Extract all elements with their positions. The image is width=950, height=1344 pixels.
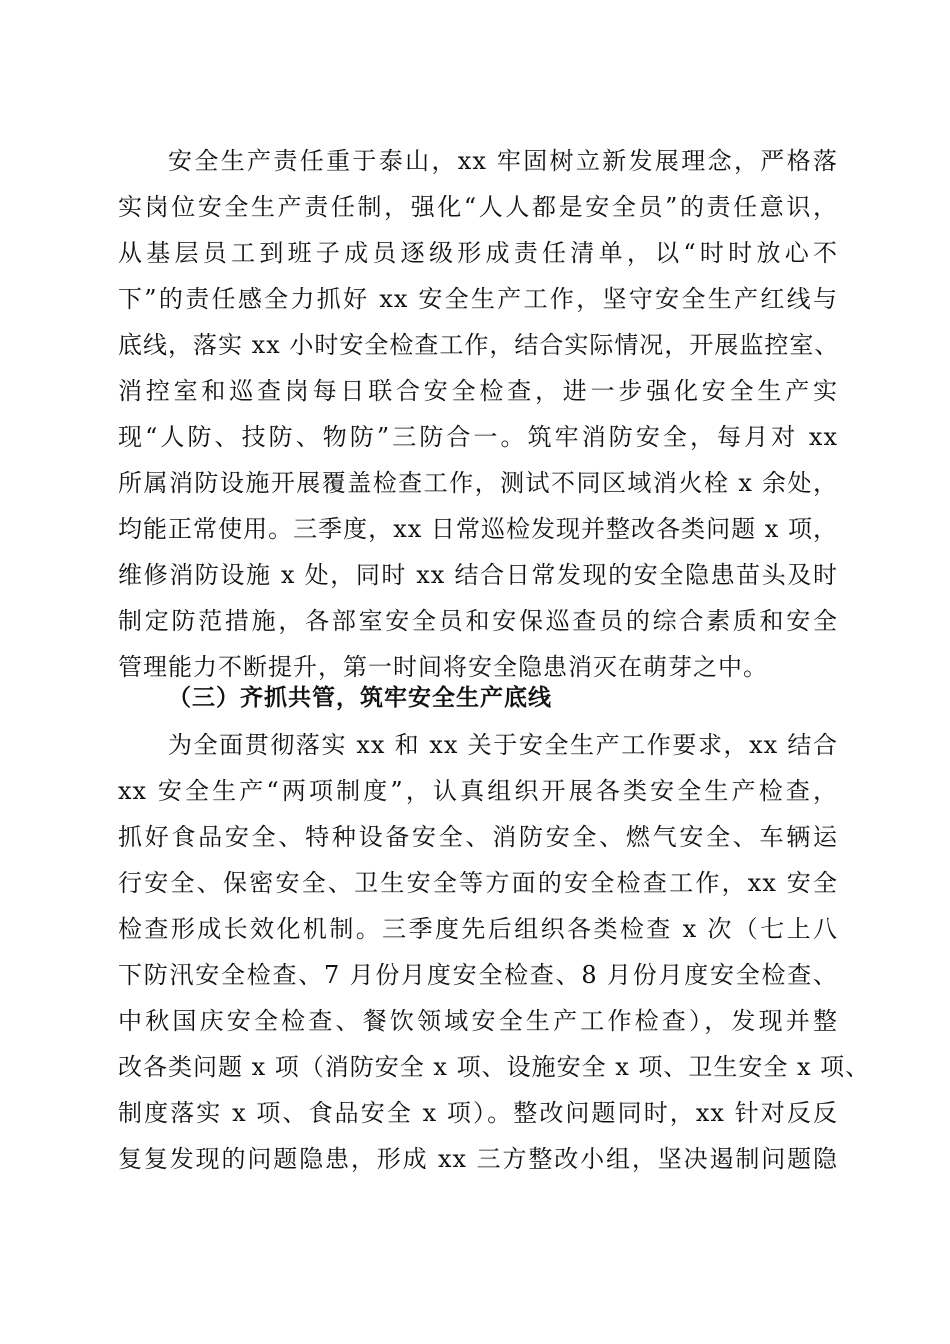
paragraph-line: 制定防范措施，各部室安全员和安保巡查员的综合素质和安全 — [118, 607, 838, 635]
paragraph-line: 制度落实 x 项、食品安全 x 项）。整改问题同时，xx 针对反反 — [118, 1099, 838, 1127]
paragraph-line: 所属消防设施开展覆盖检查工作，测试不同区域消火栓 x 余处， — [118, 469, 838, 497]
paragraph-line: 下防汛安全检查、7 月份月度安全检查、8 月份月度安全检查、 — [118, 961, 838, 989]
paragraph-line: 下”的责任感全力抓好 xx 安全生产工作，坚守安全生产红线与 — [118, 285, 838, 313]
paragraph-line: 管理能力不断提升，第一时间将安全隐患消灭在萌芽之中。 — [118, 653, 768, 681]
paragraph-line: 行安全、保密安全、卫生安全等方面的安全检查工作，xx 安全 — [118, 869, 838, 897]
paragraph-line: 现“人防、技防、物防”三防合一。筑牢消防安全，每月对 xx — [118, 423, 838, 451]
paragraph-line: 安全生产责任重于泰山，xx 牢固树立新发展理念，严格落 — [168, 147, 838, 175]
paragraph-line: 中秋国庆安全检查、餐饮领域安全生产工作检查），发现并整 — [118, 1007, 838, 1035]
paragraph-joint-management — [118, 722, 871, 1182]
paragraph-line: 消控室和巡查岗每日联合安全检查，进一步强化安全生产实 — [118, 377, 838, 405]
paragraph-line: 实岗位安全生产责任制，强化“人人都是安全员”的责任意识， — [118, 193, 838, 221]
paragraph-safety-responsibility — [118, 138, 838, 690]
paragraph-line: xx 安全生产“两项制度”，认真组织开展各类安全生产检查， — [118, 777, 838, 805]
paragraph-line: 检查形成长效化机制。三季度先后组织各类检查 x 次（七上八 — [118, 915, 838, 943]
paragraph-line: 复复发现的问题隐患，形成 xx 三方整改小组，坚决遏制问题隐 — [118, 1145, 838, 1173]
paragraph-line: 改各类问题 x 项（消防安全 x 项、设施安全 x 项、卫生安全 x 项、 — [118, 1053, 871, 1081]
paragraph-line: 从基层员工到班子成员逐级形成责任清单，以“时时放心不 — [118, 239, 838, 267]
paragraph-line: 均能正常使用。三季度，xx 日常巡检发现并整改各类问题 x 项， — [118, 515, 838, 543]
paragraph-line: 抓好食品安全、特种设备安全、消防安全、燃气安全、车辆运 — [118, 823, 838, 851]
paragraph-line: 维修消防设施 x 处，同时 xx 结合日常发现的安全隐患苗头及时 — [118, 561, 838, 589]
paragraph-line: 为全面贯彻落实 xx 和 xx 关于安全生产工作要求，xx 结合 — [168, 731, 838, 759]
section-heading: （三）齐抓共管，筑牢安全生产底线 — [168, 685, 552, 711]
paragraph-line: 底线，落实 xx 小时安全检查工作，结合实际情况，开展监控室、 — [118, 331, 840, 359]
